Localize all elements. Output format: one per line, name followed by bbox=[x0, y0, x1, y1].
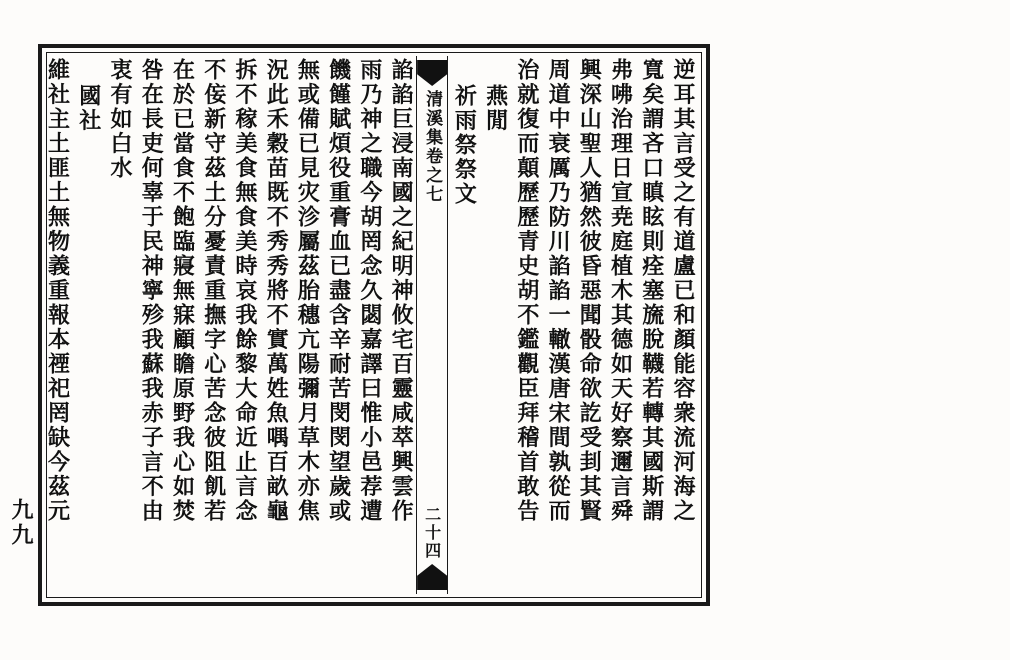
text-column: 拆不稼美食無食美時哀我餘黎大命近止言念 bbox=[231, 58, 258, 524]
text-column: 不侫新守茲土分憂責重撫字心苦念彼阻飢若 bbox=[200, 58, 227, 524]
text-column: 周道中衰厲乃防川諂諂一轍漢唐宋間孰從而 bbox=[545, 58, 572, 524]
text-column: 咎在長吏何辜于民神寧殄我蘇我赤子言不由 bbox=[138, 58, 165, 524]
center-fold-column bbox=[416, 56, 448, 594]
center-page-number: 二十四 bbox=[422, 506, 442, 560]
fish-tail-icon bbox=[417, 60, 447, 86]
text-column: 興深山聖人猶然彼昏惡聞骰命欲訖受刲其賢 bbox=[576, 58, 603, 524]
text-column: 衷有如白水 bbox=[107, 58, 134, 181]
text-column: 治就復而顛歷歷青史胡不鑑觀臣拜稽首敢告 bbox=[513, 58, 540, 524]
book-title-center: 清溪集卷之七 bbox=[422, 90, 443, 204]
text-column: 諂諂巨浸南國之紀明神攸宅百靈咸萃興雲作 bbox=[388, 58, 415, 524]
text-column: 維社主土匪土無物義重報本禋祀罔缺今茲元 bbox=[44, 58, 71, 524]
section-heading-column: 祈雨祭祭文 bbox=[451, 84, 478, 207]
text-column: 饑饉賦煩役重膏血已盡含辛耐苦閔閔望歲或 bbox=[325, 58, 352, 524]
text-column: 況此禾穀苗既不秀秀將不實萬姓魚喁百畝龜 bbox=[263, 58, 290, 524]
text-column: 逆耳其言受之有道盧已和顏能容衆流河海之 bbox=[670, 58, 696, 524]
fish-tail-icon-bottom bbox=[417, 564, 447, 590]
text-column: 在於已當食不飽臨寢無寐顧瞻原野我心如焚 bbox=[169, 58, 196, 524]
text-column: 燕閒 bbox=[482, 84, 509, 133]
text-column: 寬矣謂吝口瞋眩則痊塞旒脫韈若轉其國斯謂 bbox=[638, 58, 665, 524]
text-column: 無或備已見灾沴屬茲胎穗亢陽彌月草木亦焦 bbox=[294, 58, 321, 524]
text-column: 弗咈治理日宣尭庭植木其德如天好察邇言舜 bbox=[607, 58, 634, 524]
text-columns bbox=[44, 56, 698, 594]
page-border-frame bbox=[38, 44, 710, 606]
text-column: 雨乃神之職今胡罔念久閟嘉譯曰惟小邑荐遭 bbox=[356, 58, 383, 524]
outer-page-number: 九九 bbox=[8, 498, 34, 548]
section-heading-column: 國社 bbox=[75, 84, 102, 133]
